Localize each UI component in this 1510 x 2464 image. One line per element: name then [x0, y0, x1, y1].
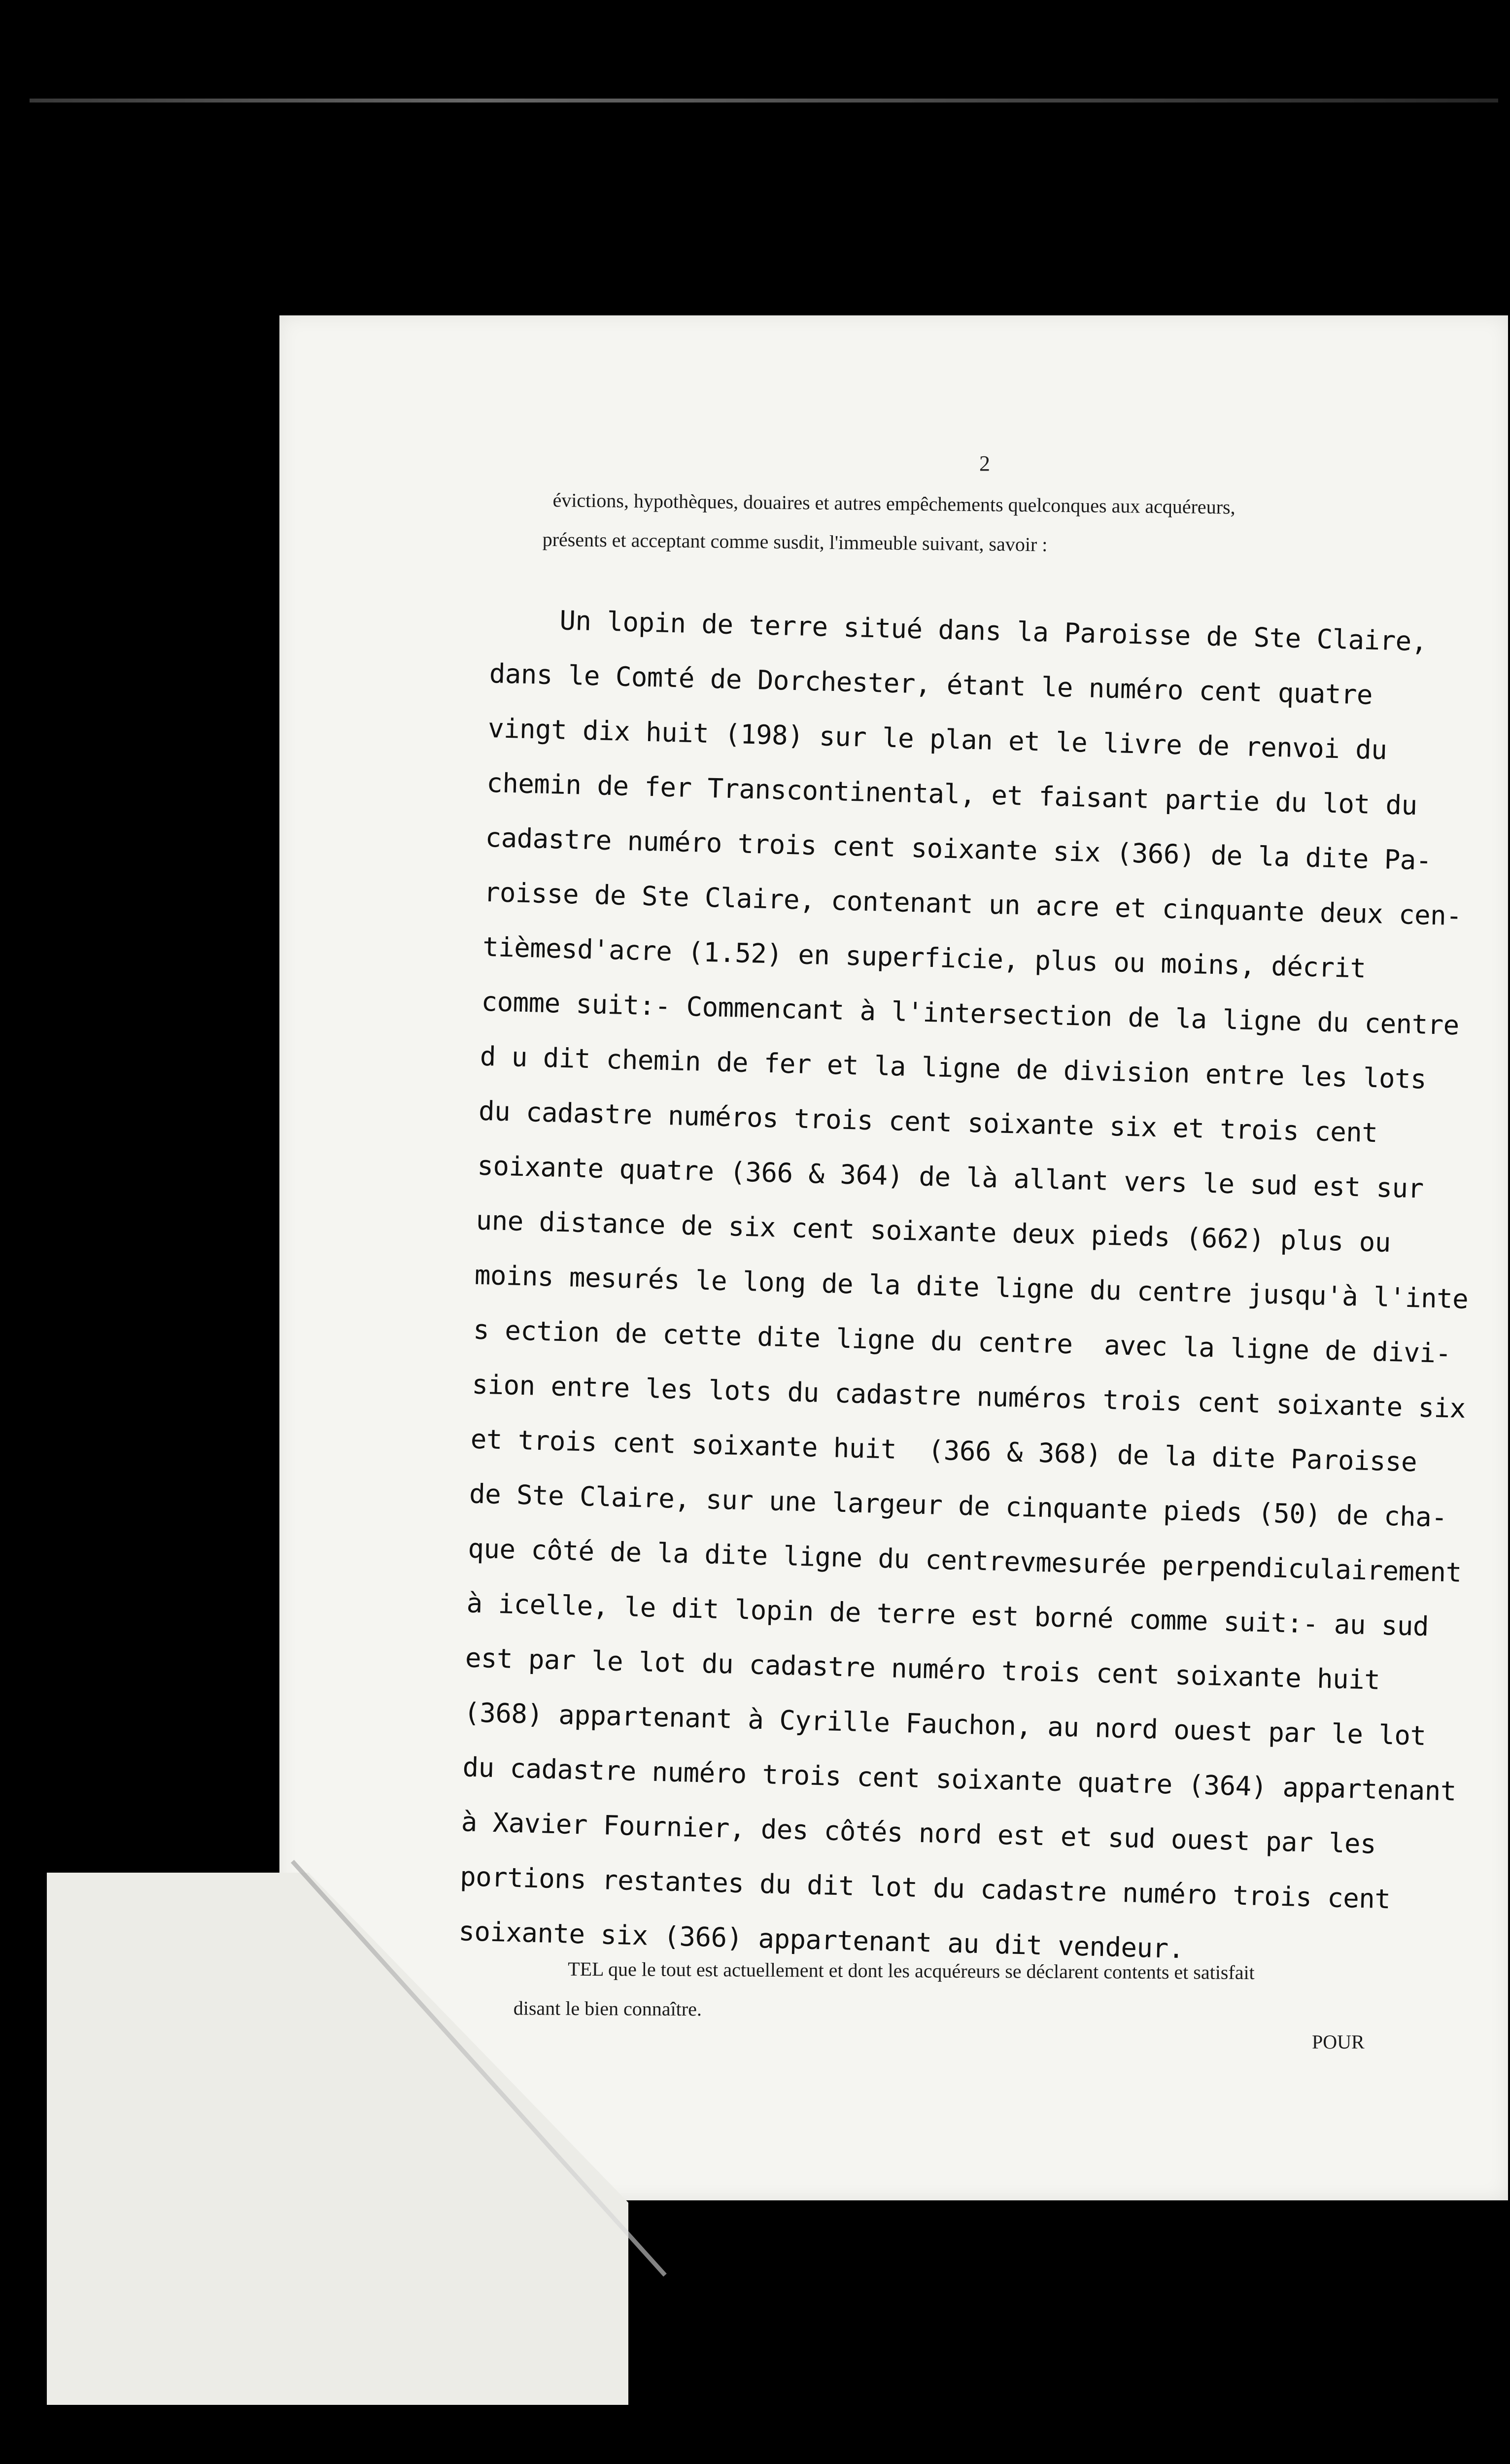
typed-line: chemin de fer Transcontinental, et faisant partie du lot du	[486, 767, 1418, 821]
typed-line: soixante quatre (366 & 364) de là allant vers le sud est sur	[477, 1150, 1424, 1204]
typed-line: du cadastre numéro trois cent soixante quatre (364) appartenant	[462, 1751, 1457, 1807]
typed-line: dans le Comté de Dorchester, étant le numéro cent quatre	[489, 657, 1373, 711]
typed-line: et trois cent soixante huit (366 & 368) de la dite Paroisse	[470, 1423, 1417, 1478]
typed-line: est par le lot du cadastre numéro trois cent soixante huit	[465, 1642, 1380, 1696]
typed-line: d u dit chemin de fer et la ligne de division entre les lots	[480, 1040, 1427, 1095]
document-page	[279, 315, 1508, 2200]
scan-edge-strip	[30, 99, 1498, 103]
typed-line: de Ste Claire, sur une largeur de cinquante pieds (50) de cha-	[469, 1478, 1448, 1533]
printed-tel-paragraph	[514, 1949, 1416, 2033]
typed-line: Un lopin de terre situé dans la Paroisse de Ste Claire,	[559, 605, 1428, 657]
printed-intro	[542, 480, 1465, 569]
typed-line: s ection de cette dite ligne du centre avec la ligne de divi-	[473, 1314, 1452, 1369]
printed-tel-line-2: disant le bien connaître.	[513, 1997, 702, 2020]
printed-intro-line-1: évictions, hypothèques, douaires et autres empêchements quelconques aux acquéreurs,	[552, 488, 1235, 518]
typed-line: comme suit:- Commencant à l'intersection de la ligne du centre	[480, 986, 1460, 1041]
typed-line: que côté de la dite ligne du centrevmesurée perpendiculairement	[467, 1533, 1462, 1588]
typed-line: (368) appartenant à Cyrille Fauchon, au nord ouest par le lot	[463, 1697, 1427, 1752]
typed-line: à Xavier Fournier, des côtés nord est et sud ouest par les	[461, 1806, 1376, 1860]
typed-line: tièmesd'acre (1.52) en superficie, plus ou moins, décrit	[482, 931, 1367, 984]
typed-line: portions restantes du dit lot du cadastre numéro trois cent	[459, 1861, 1391, 1915]
typed-line: une distance de six cent soixante deux pieds (662) plus ou	[476, 1204, 1391, 1258]
typed-line: moins mesurés le long de la dite ligne du centre jusqu'à l'inte	[474, 1259, 1469, 1315]
printed-intro-line-2: présents et acceptant comme susdit, l'immeuble suivant, savoir :	[542, 528, 1048, 556]
catchword-pour: POUR	[1312, 2031, 1365, 2053]
typed-line: sion entre les lots du cadastre numéros trois cent soixante six	[471, 1369, 1466, 1424]
typed-line: cadastre numéro trois cent soixante six (366) de la dite Pa-	[485, 821, 1432, 876]
page-number: 2	[979, 451, 990, 476]
typed-line: vingt dix huit (198) sur le plan et le livre de renvoi du	[487, 712, 1388, 766]
typed-line: à icelle, le dit lopin de terre est borné comme suit:- au sud	[466, 1587, 1429, 1643]
printed-tel-line-1: TEL que le tout est actuellement et dont les acquéreurs se déclarent contents et satisfait	[568, 1957, 1255, 1984]
typed-line: roisse de Ste Claire, contenant un acre et cinquante deux cen-	[483, 876, 1462, 932]
typed-property-description	[458, 591, 1469, 1981]
typed-line: soixante six (366) appartenant au dit vendeur.	[458, 1916, 1185, 1965]
typed-line: du cadastre numéros trois cent soixante six et trois cent	[478, 1095, 1378, 1149]
